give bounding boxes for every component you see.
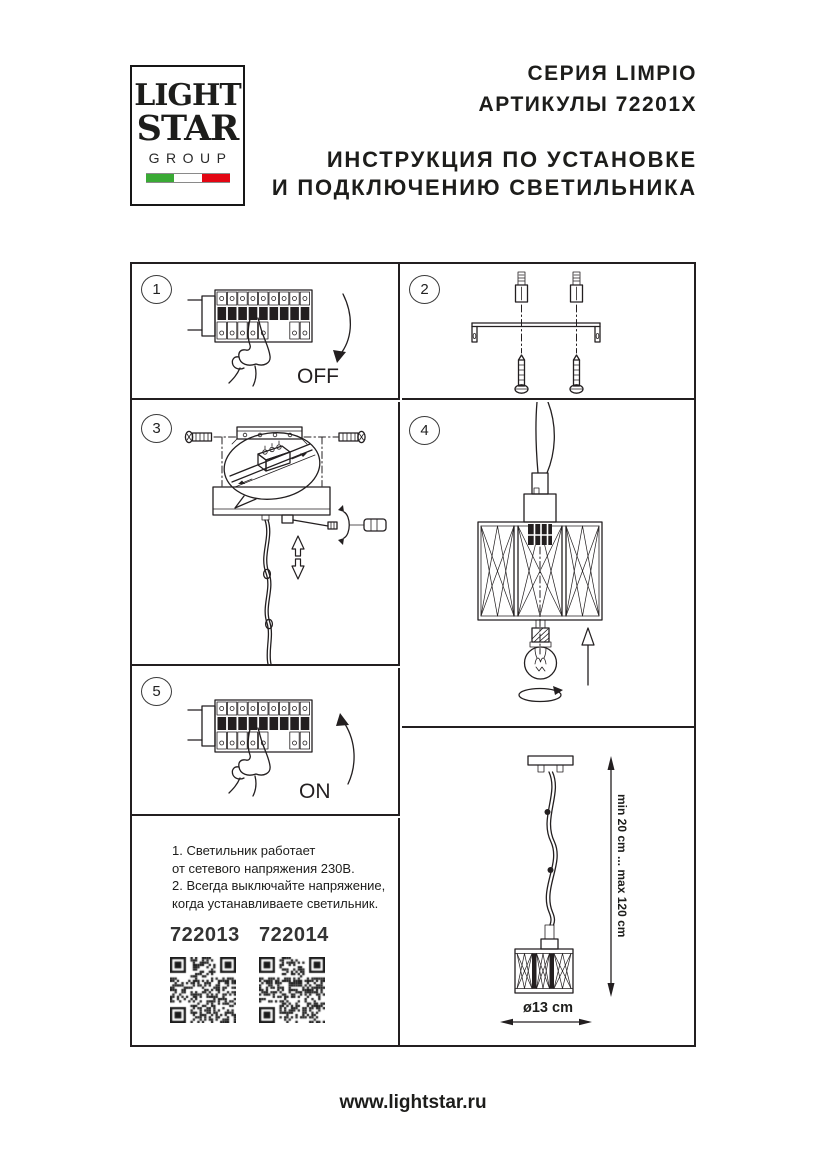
page-title	[272, 146, 697, 201]
flag-white	[174, 174, 202, 182]
step-3-number: 3	[141, 414, 172, 443]
instruction-grid	[130, 262, 696, 1047]
article-code: 722014	[259, 924, 329, 946]
on-label: ON	[299, 780, 331, 803]
bulb-install-diagram	[402, 402, 694, 728]
pendant-overview-diagram	[402, 730, 694, 1045]
panel-step-1	[132, 264, 400, 400]
step-1-number: 1	[141, 275, 172, 304]
article-code: 722013	[170, 924, 240, 946]
note-line: от сетевого напряжения 230В.	[172, 860, 355, 876]
flag-green	[146, 174, 174, 182]
off-label: OFF	[297, 365, 339, 388]
logo-word-star: STAR	[136, 108, 239, 149]
series-name: СЕРИЯ LIMPIO	[527, 62, 697, 85]
step-4-number: 4	[409, 416, 440, 445]
ceiling-mount-diagram	[132, 402, 400, 666]
height-dimension-label: min 20 cm ... max 120 cm	[615, 794, 629, 938]
title-line-2: И ПОДКЛЮЧЕНИЮ СВЕТИЛЬНИКА	[271, 174, 697, 200]
header-series-block	[479, 58, 697, 120]
panel-dimensions	[402, 730, 694, 1045]
note-line: 2. Всегда выключайте напряжение,	[172, 878, 386, 893]
logo-word-light: LIGHT	[134, 78, 241, 113]
panel-step-2	[402, 264, 694, 400]
lightstar-logo	[130, 65, 245, 206]
website-link[interactable]: www.lightstar.ru	[339, 1092, 487, 1113]
step-5-number: 5	[141, 677, 172, 706]
panel-step-3	[132, 402, 400, 666]
title-line-1: ИНСТРУКЦИЯ ПО УСТАНОВКЕ	[326, 147, 697, 172]
qr-code-722014	[259, 957, 325, 1023]
step-2-number: 2	[409, 275, 440, 304]
product-722014	[259, 924, 339, 1023]
breaker-on-diagram	[132, 668, 400, 816]
fixings-diagram	[402, 264, 694, 400]
italian-flag-bar	[146, 173, 230, 183]
safety-notes	[172, 842, 385, 912]
breaker-off-diagram	[132, 264, 400, 400]
article-numbers-line: АРТИКУЛЫ 72201X	[478, 93, 697, 116]
panel-step-5	[132, 668, 400, 816]
product-722013	[170, 924, 250, 1023]
diameter-dimension-label: ø13 cm	[523, 1000, 573, 1016]
logo-word-group: GROUP	[148, 150, 233, 166]
qr-code-722013	[170, 957, 236, 1023]
panel-notes	[132, 818, 400, 1045]
flag-red	[202, 174, 230, 182]
note-line: 1. Светильник работает	[172, 843, 316, 858]
note-line: когда устанавливаете светильник.	[172, 895, 379, 911]
panel-step-4	[402, 402, 694, 728]
